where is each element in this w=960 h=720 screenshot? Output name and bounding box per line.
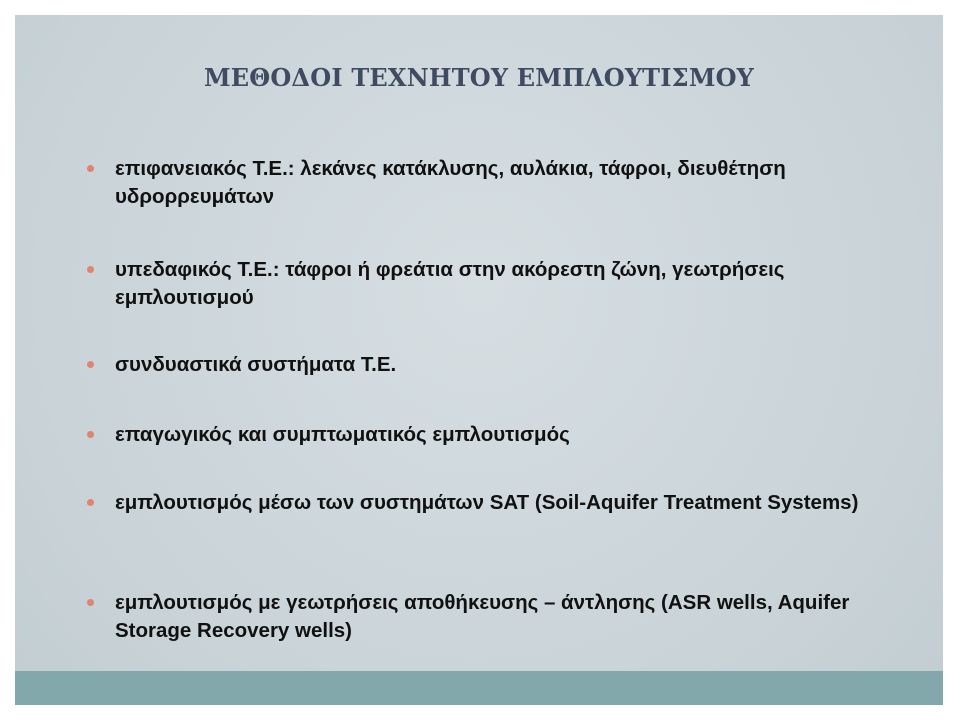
bullet-text: εμπλουτισμός μέσω των συστημάτων SAT (Soil-Aquifer Treatment Systems): [115, 491, 859, 514]
bullet-text: επιφανειακός Τ.Ε.: λεκάνες κατάκλυσης, αυλάκια, τάφροι, διευθέτηση υδρορρευμάτων: [115, 157, 786, 208]
bullet-dot-icon: [87, 499, 94, 506]
bullet-item: [87, 155, 917, 211]
bullet-text: εμπλουτισμός με γεωτρήσεις αποθήκευσης – άντλησης (ASR wells, Aquifer Storage Recovery wells): [115, 591, 850, 642]
bullet-item: [87, 351, 396, 379]
slide: [15, 15, 943, 705]
bullet-dot-icon: [87, 599, 94, 606]
bullet-item: [87, 489, 858, 517]
bullet-dot-icon: [87, 266, 94, 273]
bullet-text: επαγωγικός και συμπτωματικός εμπλουτισμός: [115, 423, 570, 446]
bullet-dot-icon: [87, 361, 94, 368]
slide-title: ΜΕΘΟΔΟΙ ΤΕΧΝΗΤΟΥ ΕΜΠΛΟΥΤΙΣΜΟΥ: [203, 63, 755, 92]
bullet-text: υπεδαφικός Τ.Ε.: τάφροι ή φρεάτια στην ακόρεστη ζώνη, γεωτρήσεις εμπλουτισμού: [115, 258, 785, 309]
bullet-item: [87, 256, 917, 312]
bullet-dot-icon: [87, 431, 94, 438]
footer-bar: [15, 671, 943, 705]
bullet-item: [87, 589, 917, 645]
bullet-text: συνδυαστικά συστήματα Τ.Ε.: [115, 353, 397, 376]
bullet-dot-icon: [87, 165, 94, 172]
bullet-item: [87, 421, 570, 449]
